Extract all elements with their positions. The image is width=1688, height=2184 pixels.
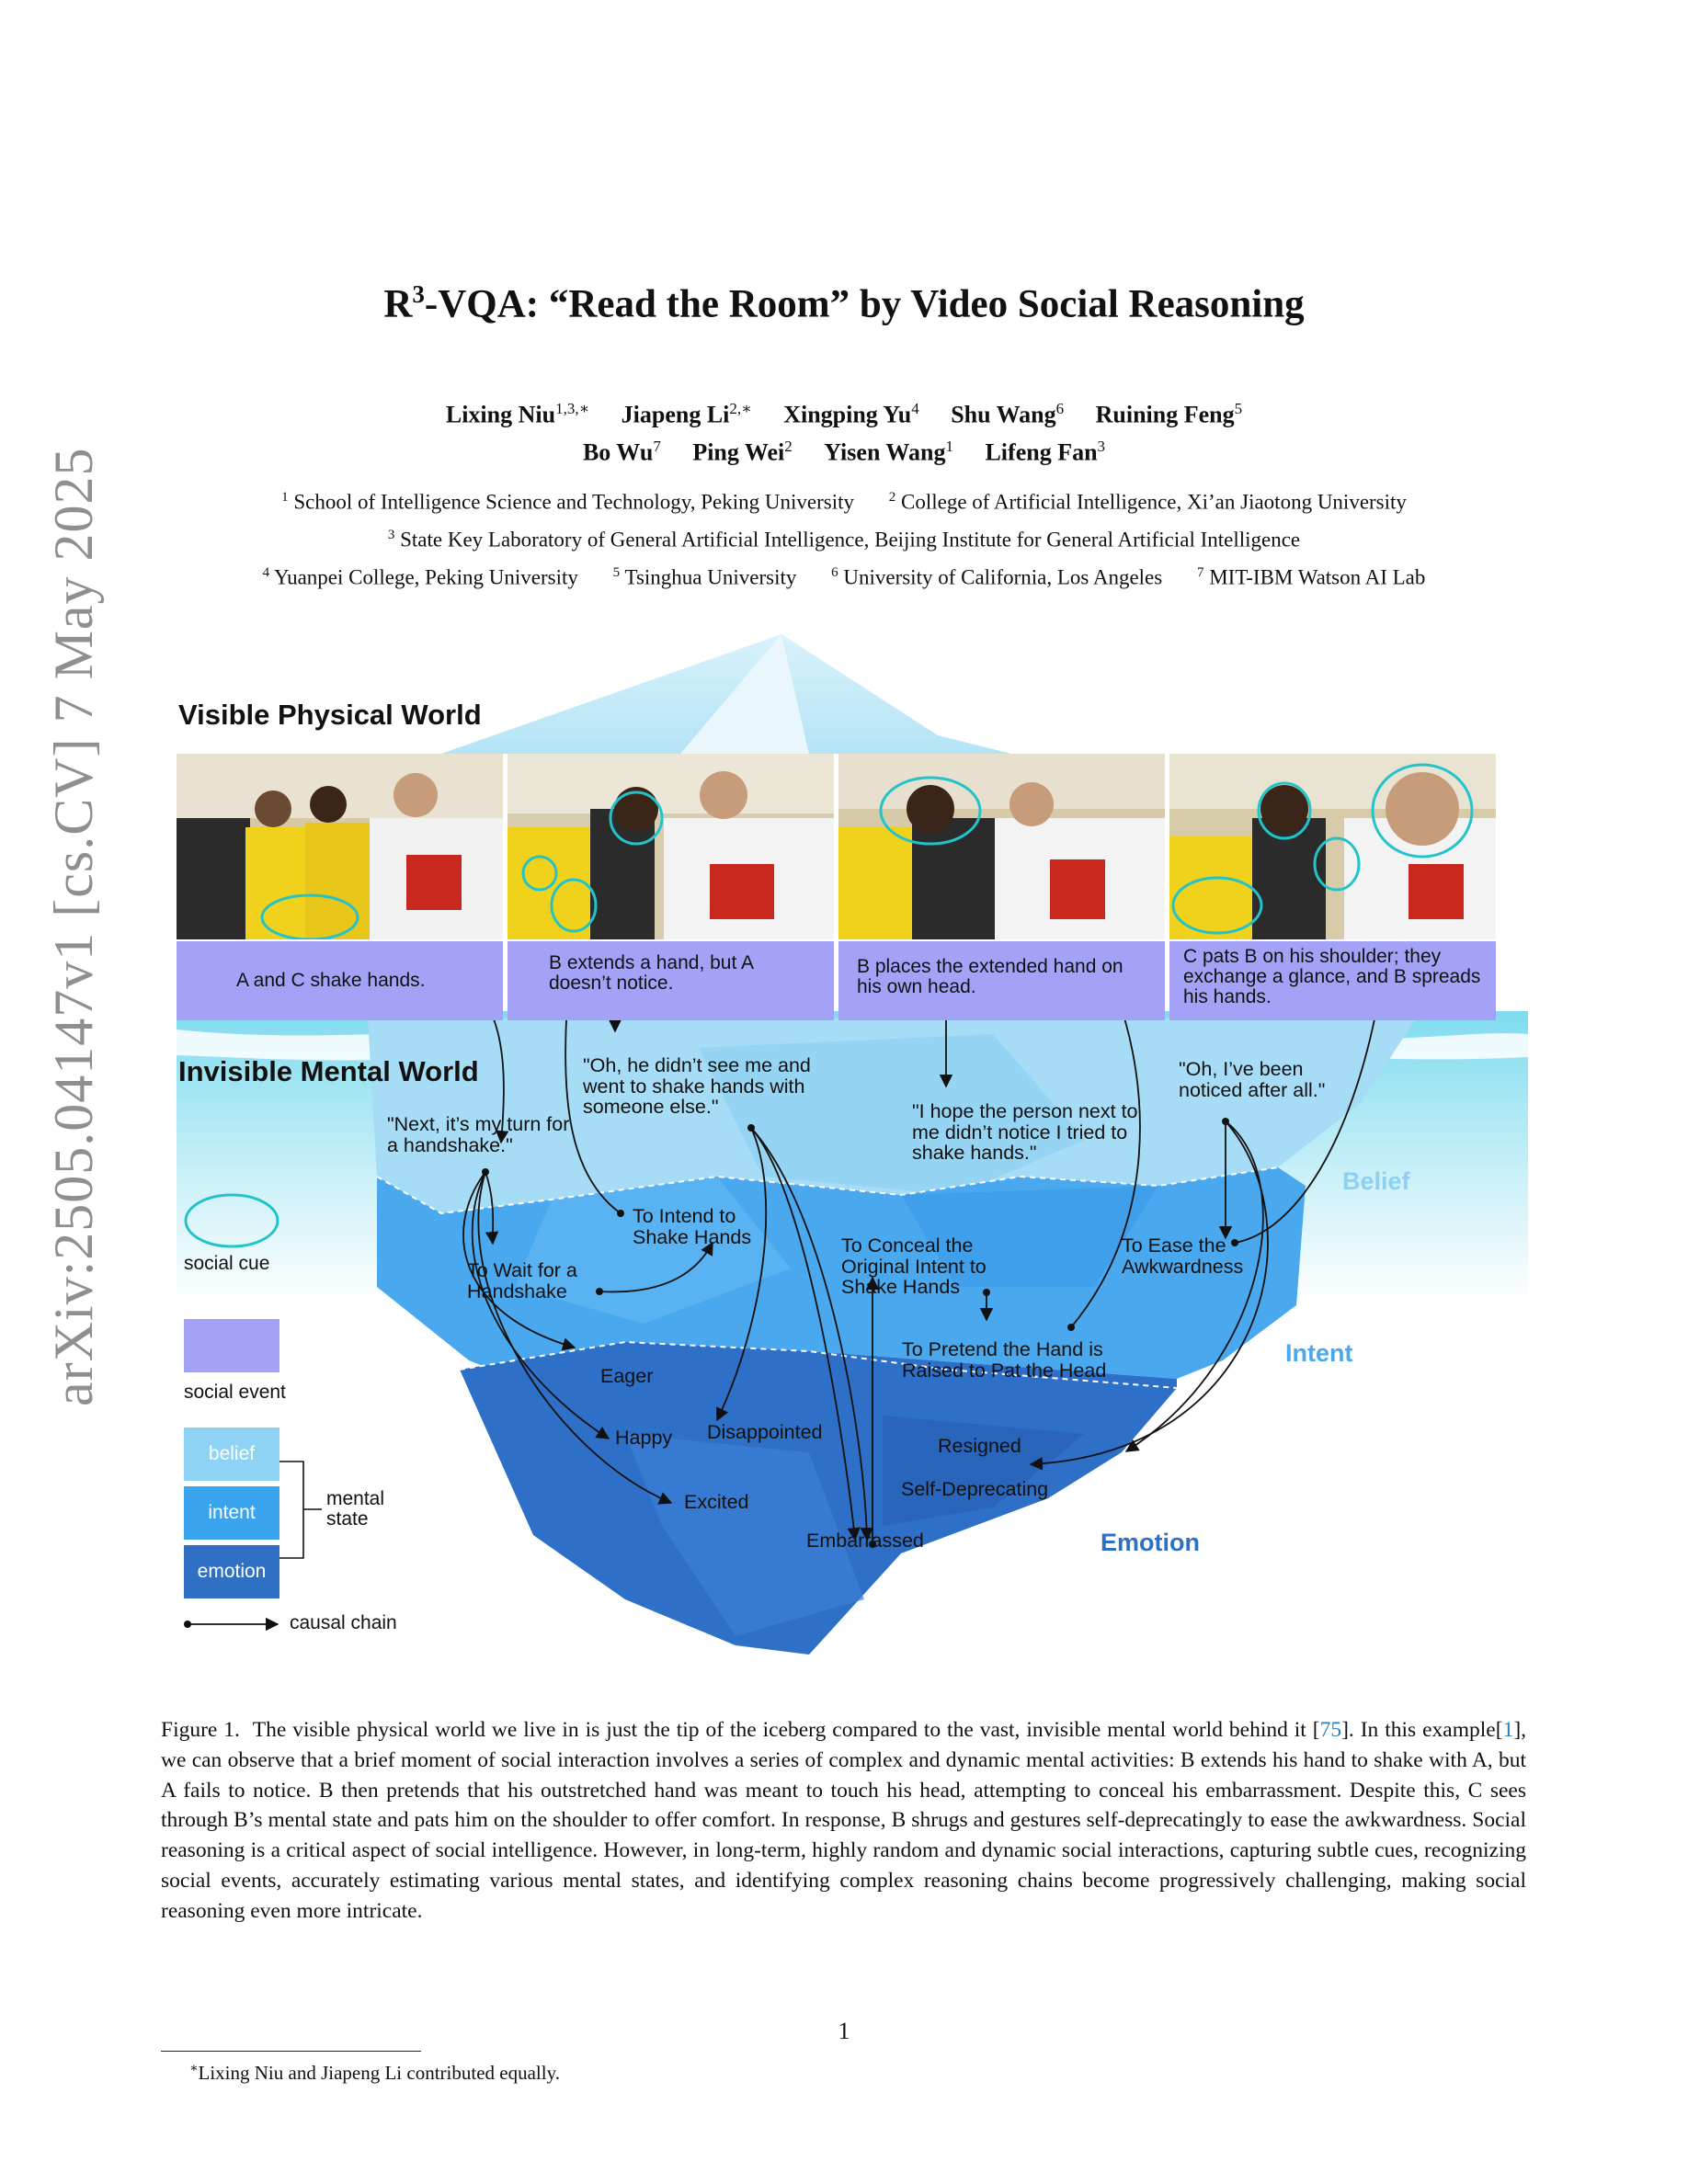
emotion-node: Eager xyxy=(600,1365,654,1387)
intent-node: To Intend to Shake Hands xyxy=(633,1205,752,1248)
author: Jiapeng $Li^{2,∗}$ xyxy=(621,400,752,428)
video-frame-1 xyxy=(177,754,503,939)
intent-node: To Ease the Awkwardness xyxy=(1122,1234,1244,1278)
belief-level-label: Belief xyxy=(1342,1167,1410,1195)
iceberg-figure xyxy=(165,625,1535,1682)
social-event-2: B extends a hand, but A doesn’t notice. xyxy=(508,941,834,1020)
author: Yisen Wang$^1$ xyxy=(824,438,953,466)
emotion-node: Resigned xyxy=(938,1435,1021,1457)
author: Shu Wang$^6$ xyxy=(951,400,1065,428)
legend-belief-swatch: belief xyxy=(184,1428,279,1481)
legend-social-cue-label: social cue xyxy=(184,1253,270,1274)
author: Lifeng Fan$^3$ xyxy=(985,438,1106,466)
citation-link[interactable]: 75 xyxy=(1319,1718,1342,1742)
video-frame-4 xyxy=(1169,754,1496,939)
figure-caption: Figure 1. The visible physical world we live in is just the tip of the iceberg compared to the vast, invisible mental world behind it [75]. In this example[1], we can observe that a brief moment of social interaction involves a series of complex and dynamic mental activities: B extends his hand to shake with A, but A fails to notice. B then pretends that his outstretched hand was meant to touch his head, attempting to conceal his embarrassment. Despite this, C sees through B’s mental state and pats him on the shoulder to offer comfort. In response, B shrugs and gestures self-deprecatingly to ease the awkwardness. Social reasoning is a critical aspect of social intelligence. However, in long-term, highly random and dynamic social interactions, capturing subtle cues, recognizing social events, accurately estimating various mental states, and identifying complex reasoning chains become progressively challenging, making social reasoning even more intricate. xyxy=(161,1718,1527,1923)
social-event-1: A and C shake hands. xyxy=(177,941,503,1020)
intent-node: To Pretend the Hand is Raised to Pat the Head xyxy=(902,1338,1107,1382)
caption-label: Figure 1. xyxy=(161,1718,240,1742)
belief-node: "I hope the person next to me didn’t notice I tried to shake hands." xyxy=(912,1100,1138,1164)
intent-level-label: Intent xyxy=(1285,1339,1353,1367)
belief-node: "Oh, I’ve been noticed after all." xyxy=(1179,1058,1326,1101)
emotion-node: Disappointed xyxy=(707,1421,823,1443)
page-number: 1 xyxy=(838,2018,850,2044)
arxiv-stamp: arXiv:2505.04147v1 [cs.CV] 7 May 2025 xyxy=(43,447,104,1406)
footnote-rule xyxy=(161,2051,421,2052)
affiliations-line-3: $^4$ Yuanpei College, Peking University $^5$ Tsinghua University $^6$ University of California, Los Angeles $^7$ MIT-IBM Watson AI Lab xyxy=(262,565,1426,589)
paper-title: $R^3$-VQA: “Read the Room” by Video Social Reasoning xyxy=(383,280,1305,326)
author: Ruining Feng$^5$ xyxy=(1095,400,1243,428)
legend-social-event-label: social event xyxy=(184,1382,286,1403)
legend-intent-swatch: intent xyxy=(184,1486,279,1540)
author: Ping Wei$^2$ xyxy=(692,438,793,466)
authors-line-1 xyxy=(0,400,1688,429)
emotion-node: Embarrassed xyxy=(806,1530,924,1552)
affiliations-line-2: $^3$ State Key Laboratory of General Artificial Intelligence, Beijing Institute for General Artificial Intelligence xyxy=(387,528,1301,552)
intent-node: To Conceal the Original Intent to Shake Hands xyxy=(841,1234,987,1298)
social-event-4: C pats B on his shoulder; they exchange a glance, and B spreads his hands. xyxy=(1169,941,1496,1020)
emotion-node: Excited xyxy=(684,1491,749,1513)
affiliations-line-1: $^1$ School of Intelligence Science and Technology, Peking University $^2$ College of Artificial Intelligence, Xi’an Jiaotong University xyxy=(281,490,1407,514)
invisible-world-header: Invisible Mental World xyxy=(178,1055,479,1087)
social-event-3: B places the extended hand on his own head. xyxy=(838,941,1165,1020)
visible-world-header: Visible Physical World xyxy=(178,699,482,731)
citation-link[interactable]: 1 xyxy=(1502,1718,1514,1742)
intent-node: To Wait for a Handshake xyxy=(467,1259,577,1302)
legend-causal-chain-label: causal chain xyxy=(290,1612,397,1633)
legend-emotion-swatch: emotion xyxy=(184,1545,279,1598)
legend-social-event-swatch xyxy=(184,1319,279,1372)
author: Bo Wu$^7$ xyxy=(582,438,661,466)
author: Lixing Niu$^{1,3,∗}$ xyxy=(445,400,590,428)
emotion-node: Self-Deprecating xyxy=(901,1478,1049,1500)
footnote: ∗Lixing Niu and Jiapeng Li contributed equally. xyxy=(189,2062,560,2084)
belief-node: "Oh, he didn’t see me and went to shake hands with someone else." xyxy=(583,1054,811,1118)
author: Xingping Yu$^4$ xyxy=(783,400,919,428)
video-frame-2 xyxy=(508,754,834,939)
belief-node: "Next, it’s my turn for a handshake." xyxy=(387,1113,570,1156)
video-frame-3 xyxy=(838,754,1165,939)
emotion-level-label: Emotion xyxy=(1101,1529,1200,1556)
authors-line-2 xyxy=(0,438,1688,467)
legend-mental-state-label: mental state xyxy=(326,1488,385,1530)
emotion-node: Happy xyxy=(615,1427,673,1449)
